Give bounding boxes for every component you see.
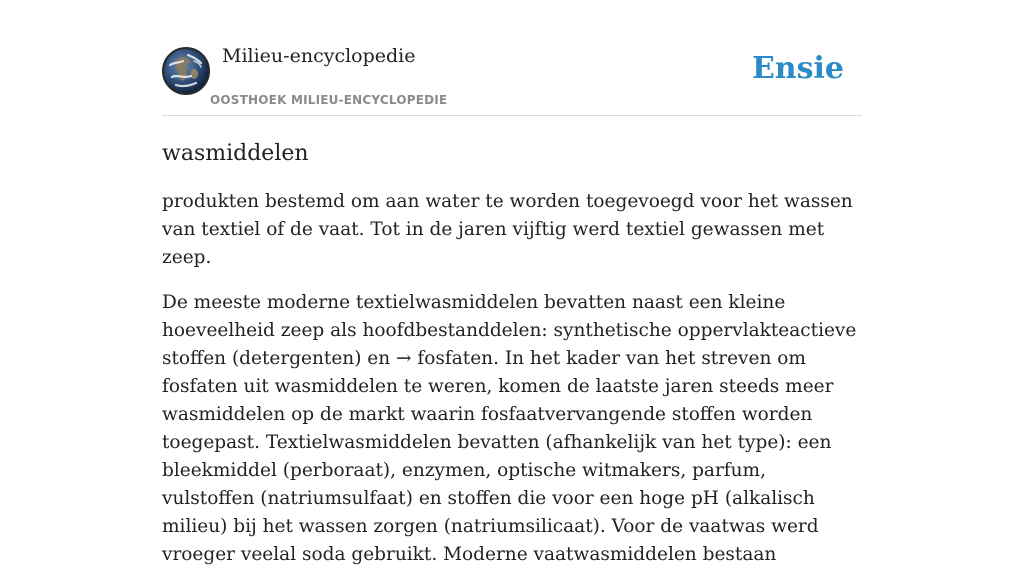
- article: [162, 138, 862, 586]
- brand-logo[interactable]: Ensie: [751, 51, 844, 86]
- site-subtitle: OOSTHOEK MILIEU-ENCYCLOPEDIE: [210, 93, 448, 107]
- article-headword: wasmiddelen: [162, 141, 309, 166]
- site-title[interactable]: Milieu-encyclopedie: [222, 45, 416, 67]
- article-paragraph: produkten bestemd om aan water te worden toegevoegd voor het wassen van textiel of de vaat. Tot in de jaren vijftig werd textiel gewassen met zeep.: [162, 191, 853, 268]
- article-paragraph: De meeste moderne textielwasmiddelen bevatten naast een kleine hoeveelheid zeep als hoofdbestanddelen: synthetische oppervlakteactieve stoffen (detergenten) en → fosfaten. In het kader van het streven om fosfaten uit wasmiddelen te weren, komen de laatste jaren steeds meer wasmiddelen op de markt waarin fosfaatvervangende stoffen worden toegepast. Textielwasmiddelen bevatten (afhankelijk van het type): een bleekmiddel (perboraat), enzymen, optische witmakers, parfum, vulstoffen (natriumsulfaat) en stoffen die voor een hoge pH (alkalisch milieu) bij het wassen zorgen (natriumsilicaat). Voor de vaatwas werd vroeger veelal soda gebruikt. Moderne vaatwasmiddelen bestaan: [162, 292, 857, 565]
- earth-globe-icon[interactable]: [162, 47, 210, 95]
- site-header: [162, 0, 862, 116]
